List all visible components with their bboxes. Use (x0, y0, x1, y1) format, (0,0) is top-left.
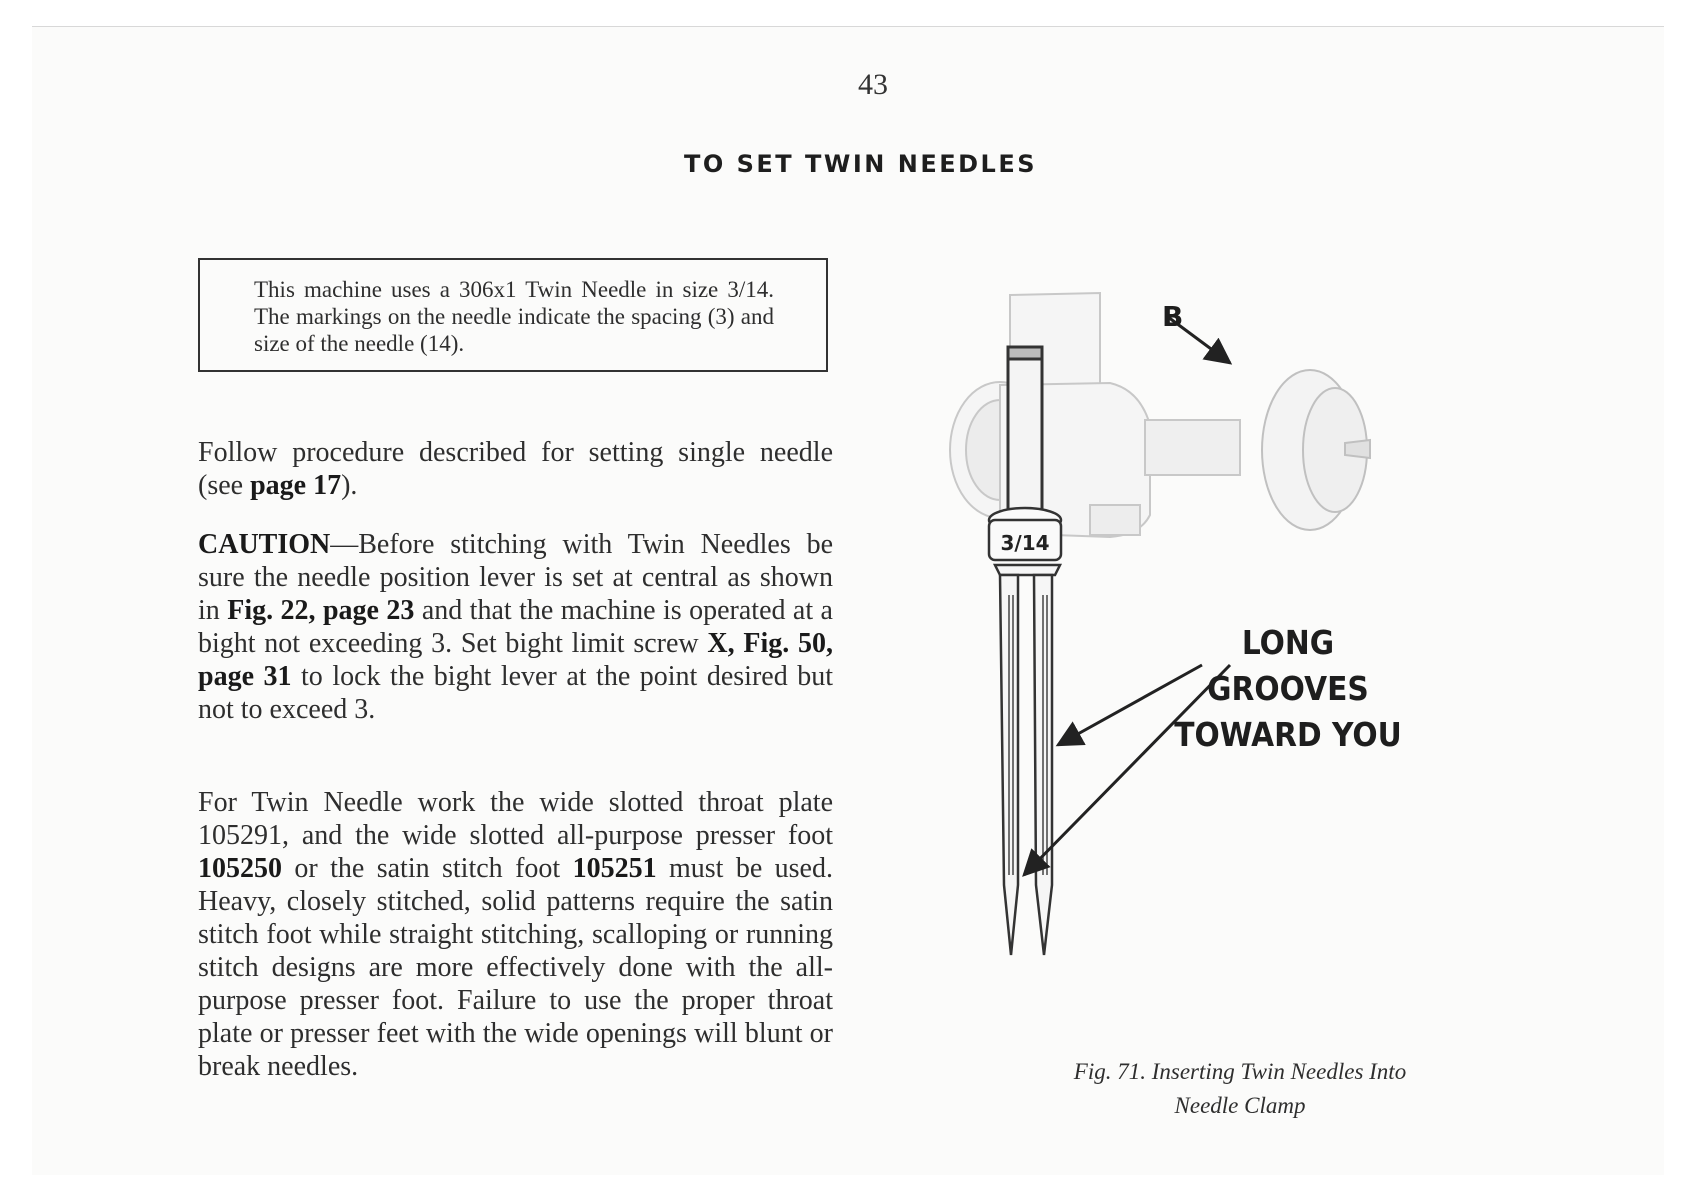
caption-line-1: Fig. 71. Inserting Twin Needles Into (1073, 1059, 1407, 1084)
figure-reference-50: X, Fig. 50, page 31 (198, 628, 834, 692)
para3-text-2: or the satin stitch foot (282, 853, 573, 884)
page-reference: page 17 (250, 470, 342, 501)
para3-text-1: For Twin Needle work the wide slotted throat plate 105291, and the wide slotted all-purpose presser foot (198, 787, 833, 851)
note-text: This machine uses a 306x1 Twin Needle in size 3/14. The markings on the needle indicate the spacing (3) and size of the needle (14). (254, 277, 774, 356)
paragraph-caution (198, 528, 833, 726)
needle-clamp (950, 293, 1240, 537)
needle-marking-label: 3/14 (1000, 531, 1050, 555)
needle-shank (1008, 347, 1042, 525)
caption-line-2: Needle Clamp (1174, 1093, 1306, 1118)
caution-label: CAUTION (198, 529, 331, 560)
grooves-line-1: LONG GROOVES (1207, 623, 1369, 708)
twin-needle-blades (995, 565, 1060, 955)
figure-reference-22: Fig. 22, page 23 (227, 595, 415, 626)
part-number-105250: 105250 (198, 853, 282, 884)
page-number: 43 (858, 68, 888, 101)
para2-text-2: and that the machine is operated at a bight not exceeding 3. Set bight limit screw (198, 595, 833, 659)
para2-text-3: to lock the bight lever at the point desired but not to exceed 3. (198, 661, 833, 725)
section-title: TO SET TWIN NEEDLES (684, 150, 1038, 178)
note-box (198, 258, 828, 372)
para2-text-1: —Before stitching with Twin Needles be sure the needle position lever is set at central as shown in (198, 529, 833, 626)
paragraph-twin-needle-work (198, 786, 833, 1083)
paragraph-procedure (198, 436, 833, 502)
grooves-line-2: TOWARD YOU (1174, 715, 1402, 754)
part-number-105251: 105251 (572, 853, 657, 884)
thumb-screw-b (1262, 370, 1370, 530)
callout-b-label: B (1162, 300, 1184, 333)
long-grooves-label (1162, 620, 1414, 758)
para1-text-2: ). (341, 470, 358, 501)
figure-caption (1000, 1055, 1480, 1123)
para3-text-3: must be used. Heavy, closely stitched, solid patterns require the satin stitch foot while straight stitching, scalloping or running stitch designs are more effectively done with the all-purpose presser foot. Failure to use the proper throat plate or presser feet with the wide openings will blunt or break needles. (198, 853, 833, 1082)
para1-text-1: Follow procedure described for setting single needle (see (198, 437, 833, 501)
